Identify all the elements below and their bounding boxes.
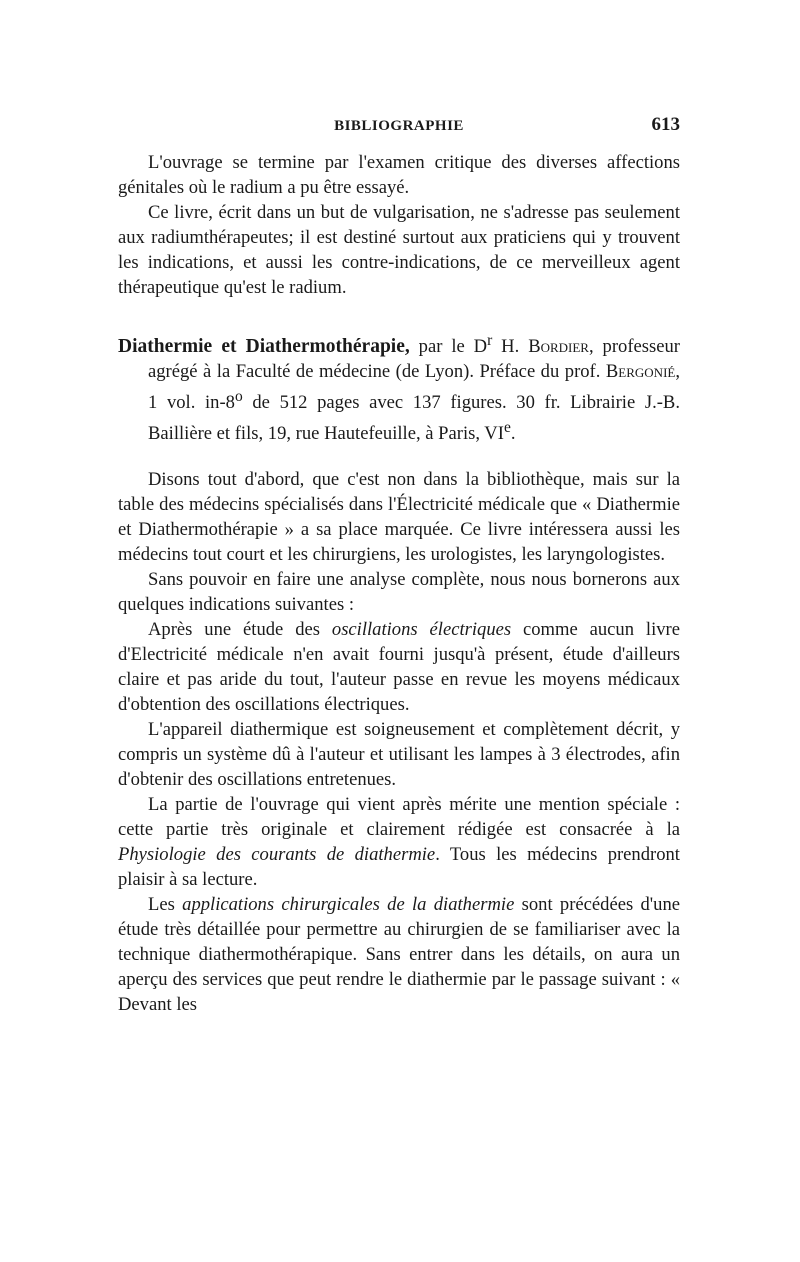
body-text (118, 150, 680, 1017)
entry-desc-3-sup: e (503, 419, 511, 437)
entry-author-initial: H. (492, 336, 529, 358)
entry-author-name: Bordier (528, 336, 589, 358)
entry-by: par le D (409, 336, 488, 358)
review-paragraph-3 (118, 617, 680, 717)
review-p3-end: comme aucun livre d'Electricité médicale n'en avait fourni jusqu'à présent, étude d'ailleurs claire et pas aride du tout, l'auteur passe en revue les moyens médicaux d'obtention des oscillations électriques. (118, 618, 680, 715)
review-paragraph-4: L'appareil diathermique est soigneusement et complètement décrit, y compris un système dû à l'auteur et utilisant les lampes à 3 électrodes, afin d'obtenir des oscillations entretenues. (118, 718, 680, 790)
entry-by-sup: r (487, 332, 493, 349)
running-title: BIBLIOGRAPHIE (334, 118, 464, 134)
review-p3-start: Après une étude des (148, 618, 332, 640)
review-paragraph-5 (118, 792, 680, 892)
entry-preface-author: Bergonié (605, 361, 676, 383)
page-header (118, 112, 680, 142)
review-p6-emphasis: applications chirurgicales de la diathermie (182, 893, 515, 915)
review-p5-start: La partie de l'ouvrage qui vient après mérite une mention spéciale : cette partie très originale et clairement rédigée est consacrée à la (118, 793, 680, 840)
review-p5-end: . Tous les médecins prendront plaisir à sa lecture. (118, 843, 680, 890)
entry-desc-2-sup: o (234, 388, 243, 406)
review-p6-end: sont précédées d'une étude très détaillée pour permettre au chirurgien de se familiariser avec la technique diathermothérapique. Sans entrer dans les détails, on aura un aperçu des services que peut rendre le diathermie par le passage suivant : « Devant les (118, 893, 680, 1015)
entry-desc-2: , 1 vol. in-8 (148, 361, 680, 414)
entry-desc-4: . (510, 423, 516, 445)
page-number: 613 (651, 114, 680, 135)
entry-title: Diathermie et Diathermothérapie, (118, 336, 410, 358)
entry-desc-3: de 512 pages avec 137 figures. 30 fr. Librairie J.-B. Baillière et fils, 19, rue Hautefeuille, à Paris, VI (148, 392, 680, 445)
bibliographic-entry (118, 328, 680, 447)
review-p3-emphasis: oscillations électriques (331, 618, 512, 640)
review-paragraph-1: Disons tout d'abord, que c'est non dans la bibliothèque, mais sur la table des médecins spécialisés dans l'Électricité médicale que « Diathermie et Diathermothérapie » a sa place marquée. Ce livre intéressera aussi les médecins tout court et les chirurgiens, les urologistes, les laryngologistes. (118, 468, 680, 565)
entry-desc-1: , professeur agrégé à la Faculté de médecine (de Lyon). Préface du prof. (148, 336, 680, 383)
review-paragraph-2: Sans pouvoir en faire une analyse complète, nous nous bornerons aux quelques indications suivantes : (118, 568, 680, 615)
review-paragraph-6 (118, 892, 680, 1017)
review-p5-emphasis: Physiologie des courants de diathermie (118, 843, 436, 865)
review-p6-start: Les (148, 893, 183, 915)
intro-paragraph-2: Ce livre, écrit dans un but de vulgarisation, ne s'adresse pas seulement aux radiumthérapeutes; il est destiné surtout aux praticiens qui y trouvent les indications, et aussi les contre-indications, de ce merveilleux agent thérapeutique qu'est le radium. (118, 202, 680, 298)
intro-paragraph-1: L'ouvrage se termine par l'examen critique des diverses affections génitales où le radium a pu être essayé. (118, 152, 680, 198)
